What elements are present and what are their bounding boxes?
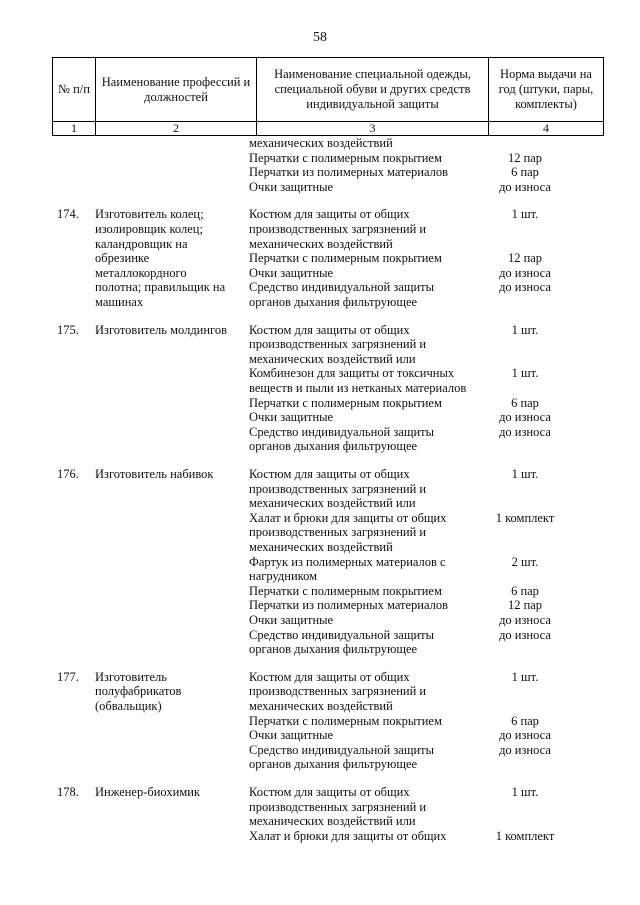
equipment-text: Средство индивидуальной защиты [249, 280, 435, 295]
equipment-text: механических воздействий или [249, 351, 416, 366]
equipment-text: нагрудником [249, 569, 318, 584]
table-header [52, 57, 604, 136]
norm-value: 6 пар [511, 713, 539, 728]
equipment-text: механических воздействий [249, 540, 393, 554]
equipment-text: Костюм для защиты от общих [249, 467, 410, 481]
norm-value: до износа [499, 280, 551, 295]
header-col-number: № п/п [53, 58, 96, 122]
norm-value: 12 пар [507, 598, 543, 613]
profession-text: (обвальщик) [95, 699, 162, 713]
row-number: 178. [57, 785, 79, 799]
equipment-text: органов дыхания фильтрующее [249, 642, 418, 657]
profession-text: полотна; правильщик на [95, 280, 226, 295]
norm-value: 1 шт. [511, 785, 539, 799]
equipment-text: Очки защитные [249, 410, 334, 425]
norm-value: 6 пар [511, 165, 539, 180]
equipment-text: Очки защитные [249, 728, 334, 743]
header-num-1: 1 [53, 122, 96, 136]
norm-value: 6 пар [511, 395, 539, 410]
row-number: 176. [57, 467, 79, 481]
equipment-text: Халат и брюки для защиты от общих [249, 510, 447, 525]
equipment-text: Фартук из полимерных материалов с [249, 554, 446, 569]
equipment-text: производственных загрязнений и [249, 222, 427, 236]
norm-value: 1 шт. [511, 322, 539, 337]
norm-value: 6 пар [511, 583, 539, 598]
profession-text: Изготовитель [95, 669, 167, 684]
norm-value: до износа [499, 728, 551, 743]
header-num-2: 2 [96, 122, 257, 136]
equipment-text: Перчатки с полимерным покрытием [249, 395, 442, 410]
equipment-text: механических воздействий [249, 236, 393, 251]
row-number: 177. [57, 669, 79, 684]
equipment-text: производственных загрязнений и [249, 337, 427, 352]
profession-text: Изготовитель набивок [95, 467, 214, 481]
equipment-text: Комбинезон для защиты от токсичных [249, 366, 455, 381]
equipment-text: производственных загрязнений и [249, 481, 427, 496]
equipment-text: Очки защитные [249, 613, 334, 627]
equipment-text: органов дыхания фильтрующее [249, 295, 418, 309]
equipment-text: производственных загрязнений и [249, 799, 427, 814]
equipment-text: Перчатки с полимерным покрытием [249, 251, 442, 266]
equipment-text: механических воздействий [249, 699, 393, 713]
equipment-text: Средство индивидуальной защиты [249, 627, 435, 642]
equipment-text: Средство индивидуальной защиты [249, 742, 435, 757]
norm-value: 2 шт. [511, 554, 539, 569]
norm-value: 1 шт. [511, 366, 539, 381]
header-col-norm: Норма выдачи на год (штуки, пары, комплекты) [489, 58, 604, 122]
norm-value: 12 пар [507, 251, 543, 266]
header-num-3: 3 [257, 122, 489, 136]
norm-value: до износа [499, 424, 551, 439]
equipment-text: Перчатки из полимерных материалов [249, 165, 449, 180]
equipment-text: механических воздействий или [249, 814, 416, 829]
equipment-text: Средство индивидуальной защиты [249, 424, 435, 439]
norm-value: 1 комплект [495, 828, 555, 843]
norm-value: 1 шт. [511, 669, 539, 684]
equipment-text: органов дыхания фильтрующее [249, 439, 418, 454]
norm-value: до износа [499, 627, 551, 642]
header-col-equipment: Наименование специальной одежды, специальной обуви и других средств индивидуальной защиты [257, 58, 489, 122]
norm-value: 1 шт. [511, 467, 539, 481]
equipment-text: веществ и пыли из нетканых материалов [249, 381, 467, 395]
equipment-text: Очки защитные [249, 265, 334, 280]
page-number: 58 [313, 30, 327, 45]
norm-value: 1 шт. [511, 207, 539, 222]
equipment-text: Костюм для защиты от общих [249, 669, 410, 684]
equipment-text: производственных загрязнений и [249, 525, 427, 540]
equipment-text: органов дыхания фильтрующее [249, 757, 418, 772]
profession-text: машинах [95, 295, 144, 309]
norm-value: до износа [499, 742, 551, 757]
equipment-text: Костюм для защиты от общих [249, 785, 410, 799]
profession-text: обрезинке [95, 251, 150, 266]
equipment-text: механических воздействий [249, 136, 393, 150]
norm-value: до износа [499, 410, 551, 425]
equipment-text: Перчатки с полимерным покрытием [249, 150, 442, 165]
equipment-text: производственных загрязнений и [249, 684, 427, 699]
profession-text: изолировщик колец; [95, 222, 203, 236]
norm-value: до износа [499, 265, 551, 280]
norm-value: до износа [499, 179, 551, 194]
norm-value: 12 пар [507, 150, 543, 165]
equipment-text: механических воздействий или [249, 496, 416, 511]
equipment-text: Очки защитные [249, 179, 334, 194]
header-col-profession: Наименование профессий и должностей [96, 58, 257, 122]
profession-text: каландровщик на [95, 236, 188, 251]
row-number: 175. [57, 322, 79, 337]
header-num-4: 4 [489, 122, 604, 136]
equipment-text: Перчатки из полимерных материалов [249, 598, 449, 613]
equipment-text: Костюм для защиты от общих [249, 322, 410, 337]
norm-value: до износа [499, 613, 551, 627]
profession-text: полуфабрикатов [95, 684, 182, 699]
profession-text: Изготовитель молдингов [95, 322, 228, 337]
equipment-text: Перчатки с полимерным покрытием [249, 713, 442, 728]
profession-text: Изготовитель колец; [95, 207, 204, 222]
row-number: 174. [57, 207, 79, 222]
equipment-text: Халат и брюки для защиты от общих [249, 828, 447, 843]
equipment-text: Перчатки с полимерным покрытием [249, 583, 442, 598]
equipment-text: Костюм для защиты от общих [249, 207, 410, 222]
norm-value: 1 комплект [495, 510, 555, 525]
profession-text: металлокордного [95, 265, 187, 280]
profession-text: Инженер-биохимик [95, 785, 200, 799]
